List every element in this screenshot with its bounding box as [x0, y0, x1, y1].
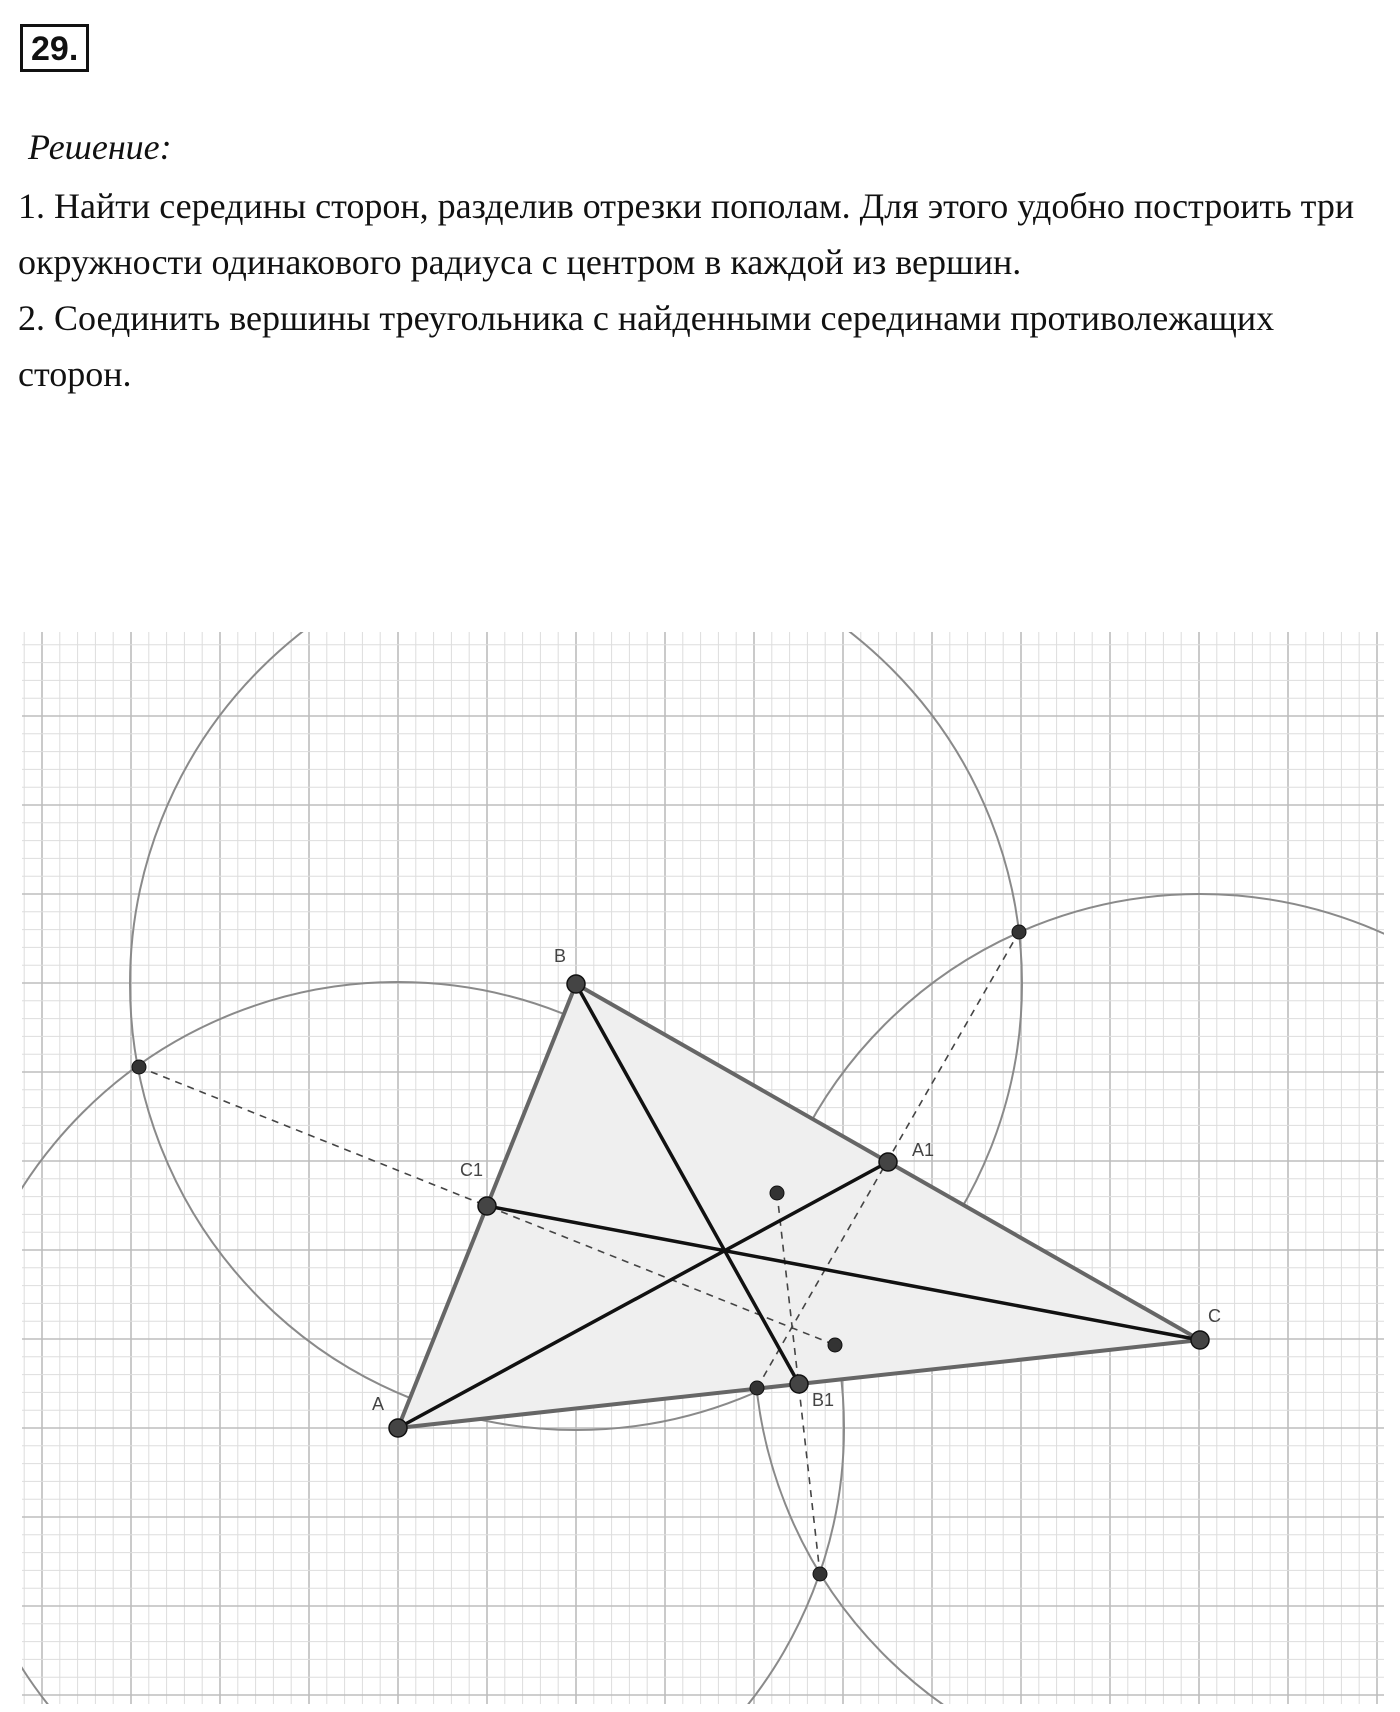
intersection-point [132, 1060, 146, 1074]
intersection-point [750, 1381, 764, 1395]
step-2: 2. Соединить вершины треугольника с найденными серединами противолежащих сторон. [18, 298, 1275, 394]
label-c: C [1208, 1306, 1221, 1326]
intersection-point [1012, 925, 1026, 939]
intersection-point [770, 1186, 784, 1200]
point-c [1191, 1331, 1209, 1349]
step-1: 1. Найти середины сторон, разделив отрезки пополам. Для этого удобно построить три окружности одинакового радиуса с центром в каждой из вершин. [18, 186, 1355, 282]
intersection-point [828, 1338, 842, 1352]
solution-label: Решение: [28, 127, 172, 167]
intersection-point [813, 1567, 827, 1581]
label-a1: A1 [912, 1140, 935, 1160]
point-a [389, 1419, 407, 1437]
label-b1: B1 [812, 1390, 835, 1410]
label-a: A [372, 1394, 385, 1414]
point-a1 [879, 1153, 897, 1171]
label-c1: C1 [460, 1160, 484, 1180]
point-b [567, 975, 585, 993]
label-b: B [554, 946, 567, 966]
problem-number: 29. [20, 24, 89, 72]
point-b1 [790, 1375, 808, 1393]
point-c1 [478, 1197, 496, 1215]
